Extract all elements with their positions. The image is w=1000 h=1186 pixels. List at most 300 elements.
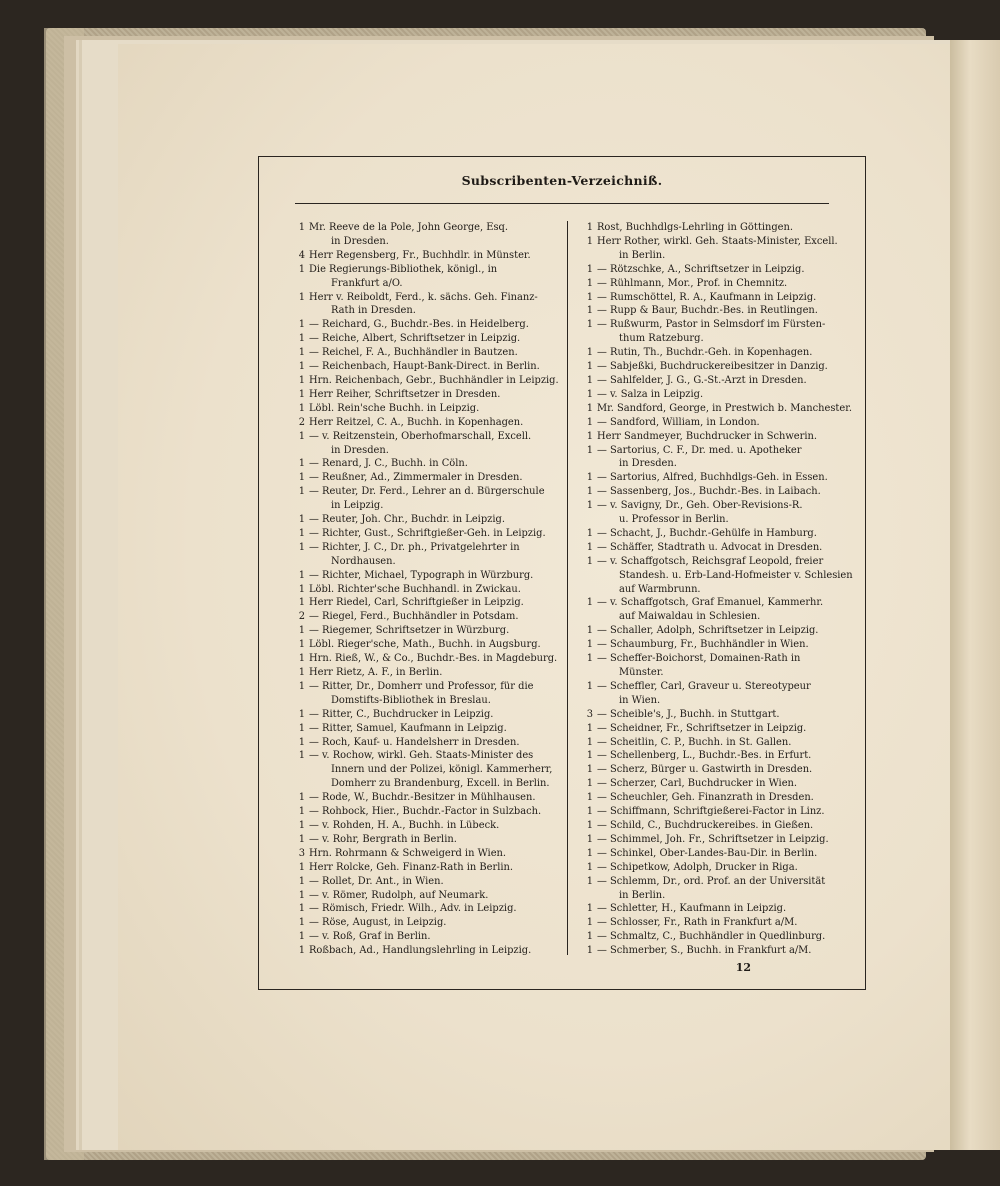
copy-count: 1 [298, 875, 305, 887]
subscriber-line: — Rußwurm, Pastor in Selmsdorf im Fürsten- [597, 319, 826, 331]
subscriber-text [597, 791, 839, 805]
copy-count: 1 [298, 361, 305, 373]
copy-count: 1 [298, 583, 305, 595]
subscriber-text [597, 277, 839, 291]
subscriber-text [309, 624, 557, 638]
subscriber-line: — Richter, J. C., Dr. ph., Privatgelehrter in [309, 541, 520, 553]
subscriber-text [309, 652, 557, 666]
subscriber-line: — Ritter, Samuel, Kaufmann in Leipzig. [309, 722, 507, 734]
subscriber-text [309, 930, 557, 944]
subscriber-entry [577, 944, 839, 958]
subscriber-entry [289, 569, 557, 583]
subscriber-text [309, 360, 557, 374]
subscriber-text [597, 416, 839, 430]
copy-count: 1 [586, 680, 593, 692]
subscriber-entry [577, 861, 839, 875]
subscriber-line-continued: u. Professor in Berlin. [619, 514, 729, 526]
subscriber-line: — Renard, J. C., Buchh. in Cöln. [309, 458, 468, 470]
subscriber-text [597, 485, 839, 499]
copy-count: 1 [298, 722, 305, 734]
subscriber-entry [577, 805, 839, 819]
subscriber-line: — Schellenberg, L., Buchdr.-Bes. in Erfurt. [597, 750, 812, 762]
copy-count: 1 [298, 374, 305, 386]
subscriber-text [597, 833, 839, 847]
copy-count: 1 [298, 736, 305, 748]
subscriber-line: — v. Römer, Rudolph, auf Neumark. [309, 889, 489, 901]
subscriber-entry [289, 388, 557, 402]
subscriber-line: — Sahlfelder, J. G., G.-St.-Arzt in Dresden. [597, 374, 807, 386]
subscriber-text [309, 346, 557, 360]
subscriber-entry [577, 930, 839, 944]
subscriber-entry [577, 902, 839, 916]
subscriber-line: — Schipetkow, Adolph, Drucker in Riga. [597, 861, 798, 873]
subscriber-line: — Rode, W., Buchdr.-Besitzer in Mühlhausen. [309, 792, 536, 804]
subscriber-entry [289, 263, 557, 291]
subscriber-line: — Schaumburg, Fr., Buchhändler in Wien. [597, 639, 809, 651]
copy-count: 1 [586, 430, 593, 442]
subscriber-line: — Reußner, Ad., Zimmermaler in Dresden. [309, 472, 523, 484]
subscriber-line: — Scheuchler, Geh. Finanzrath in Dresden. [597, 792, 814, 804]
facing-page-edge [950, 40, 1000, 1150]
subscriber-line: Hrn. Rieß, W., & Co., Buchdr.-Bes. in Magdeburg. [309, 653, 558, 665]
subscriber-text [309, 791, 557, 805]
copy-count: 1 [298, 291, 305, 303]
subscriber-text [309, 249, 557, 263]
subscriber-line-continued: in Wien. [619, 694, 661, 706]
subscriber-entry [577, 527, 839, 541]
copy-count: 1 [298, 931, 305, 943]
subscriber-line-continued: Innern und der Polizei, königl. Kammerherr, [331, 764, 553, 776]
subscriber-text [309, 875, 557, 889]
subscriber-line: — Reuter, Joh. Chr., Buchdr. in Leipzig. [309, 514, 505, 526]
subscriber-entry [289, 527, 557, 541]
subscriber-entry [289, 249, 557, 263]
copy-count: 1 [298, 708, 305, 720]
subscriber-text [597, 402, 852, 416]
subscriber-line: Roßbach, Ad., Handlungslehrling in Leipzig. [309, 945, 532, 957]
subscriber-entry [577, 777, 839, 791]
copy-count: 1 [586, 374, 593, 386]
subscriber-line-continued: Rath in Dresden. [331, 305, 416, 317]
subscriber-text [597, 221, 839, 235]
subscriber-line: — Rühlmann, Mor., Prof. in Chemnitz. [597, 277, 788, 289]
column-divider [567, 221, 568, 955]
subscriber-text [597, 638, 839, 652]
subscriber-entry [289, 791, 557, 805]
subscriber-line-continued: in Dresden. [331, 444, 389, 456]
subscriber-entry [289, 374, 557, 388]
subscriber-line: — Sassenberg, Jos., Buchdr.-Bes. in Laibach. [597, 486, 821, 498]
copy-count: 1 [586, 361, 593, 373]
subscriber-entry [577, 318, 839, 346]
copy-count: 1 [586, 444, 593, 456]
subscriber-line: Herr Rietz, A. F., in Berlin. [309, 667, 443, 678]
copy-count: 1 [298, 527, 305, 539]
copy-count: 4 [298, 249, 305, 261]
subscriber-line: — Röse, August, in Leipzig. [309, 917, 447, 929]
subscriber-text [309, 708, 557, 722]
subscriber-entry [577, 374, 839, 388]
subscriber-line: — v. Salza in Leipzig. [597, 388, 704, 400]
subscriber-text [597, 555, 853, 597]
subscriber-entry [577, 680, 839, 708]
copy-count: 1 [586, 736, 593, 748]
subscriber-text [597, 235, 839, 263]
copy-count: 1 [586, 764, 593, 776]
subscriber-entry [289, 332, 557, 346]
subscriber-entry [289, 416, 557, 430]
subscriber-entry [289, 346, 557, 360]
subscriber-entry [289, 847, 557, 861]
subscriber-line: — Schletter, H., Kaufmann in Leipzig. [597, 903, 787, 915]
copy-count: 1 [586, 416, 593, 428]
subscriber-line: — v. Savigny, Dr., Geh. Ober-Revisions-R. [597, 500, 803, 512]
copy-count: 1 [586, 555, 593, 567]
subscriber-line: — Schild, C., Buchdruckereibes. in Gießen. [597, 819, 814, 831]
subscriber-line-continued: auf Maiwaldau in Schlesien. [619, 611, 761, 623]
subscriber-line-continued: auf Warmbrunn. [619, 583, 701, 595]
subscriber-text [597, 930, 839, 944]
subscriber-line: — v. Roß, Graf in Berlin. [309, 931, 431, 943]
subscriber-text [309, 416, 557, 430]
copy-count: 1 [586, 875, 593, 887]
subscriber-line: Löbl. Rieger'sche, Math., Buchh. in Augsburg. [309, 639, 541, 651]
subscriber-entry [577, 916, 839, 930]
subscriber-entry [289, 736, 557, 750]
subscriber-entry [289, 666, 557, 680]
subscriber-text [309, 736, 557, 750]
copy-count: 1 [298, 806, 305, 818]
subscriber-entry [577, 638, 839, 652]
subscriber-text [597, 471, 839, 485]
title-rule [295, 203, 829, 204]
copy-count: 1 [586, 486, 593, 498]
copy-count: 1 [298, 569, 305, 581]
subscriber-text [597, 819, 839, 833]
subscriber-line: — Rupp & Baur, Buchdr.-Bes. in Reutlingen. [597, 305, 818, 317]
subscriber-entry [289, 930, 557, 944]
subscriber-text [597, 680, 839, 708]
subscriber-text [309, 374, 559, 388]
subscriber-line: — Scheffler, Carl, Graveur u. Stereotypeur [597, 680, 811, 692]
subscriber-text [309, 430, 557, 458]
subscriber-entry [577, 708, 839, 722]
copy-count: 1 [586, 319, 593, 331]
copy-count: 1 [298, 903, 305, 915]
subscriber-entry [577, 444, 839, 472]
subscriber-entry [577, 388, 839, 402]
subscriber-line: Herr Riedel, Carl, Schriftgießer in Leipzig. [309, 597, 524, 609]
subscriber-text [309, 944, 557, 958]
copy-count: 1 [586, 402, 593, 414]
copy-count: 1 [586, 833, 593, 845]
subscriber-text [309, 902, 557, 916]
subscriber-text [309, 318, 557, 332]
subscriber-text [309, 596, 557, 610]
subscriber-line: — Sandford, William, in London. [597, 416, 760, 428]
subscriber-entry [289, 318, 557, 332]
copy-count: 3 [298, 847, 305, 859]
subscriber-entry [577, 291, 839, 305]
subscriber-text [597, 861, 839, 875]
subscriber-entry [289, 541, 557, 569]
subscriber-entry [577, 749, 839, 763]
subscriber-text [309, 402, 557, 416]
copy-count: 2 [298, 416, 305, 428]
copy-count: 1 [586, 931, 593, 943]
copy-count: 1 [298, 889, 305, 901]
subscriber-line: Löbl. Rein'sche Buchh. in Leipzig. [309, 402, 480, 414]
subscriber-line: — Schlemm, Dr., ord. Prof. an der Universität [597, 875, 826, 887]
subscriber-entry [577, 819, 839, 833]
subscriber-entry [289, 916, 557, 930]
subscriber-entry [289, 944, 557, 958]
subscriber-line: — Sartorius, C. F., Dr. med. u. Apotheker [597, 444, 802, 456]
copy-count: 1 [298, 430, 305, 442]
subscriber-entry [289, 861, 557, 875]
copy-count: 1 [586, 222, 593, 233]
subscriber-entry [577, 847, 839, 861]
subscriber-entry [577, 652, 839, 680]
subscriber-text [309, 889, 557, 903]
subscriber-text [597, 346, 839, 360]
subscriber-text [309, 527, 557, 541]
subscriber-line: — Reuter, Dr. Ferd., Lehrer an d. Bürgerschule [309, 486, 545, 498]
subscriber-text [597, 360, 839, 374]
subscriber-text [309, 569, 557, 583]
copy-count: 1 [586, 903, 593, 915]
copy-count: 1 [586, 597, 593, 609]
copy-count: 1 [298, 750, 305, 762]
subscriber-text [597, 777, 839, 791]
subscriber-text [597, 444, 839, 472]
copy-count: 1 [298, 263, 305, 275]
copy-count: 1 [298, 458, 305, 470]
subscriber-entry [289, 610, 557, 624]
subscriber-text [597, 875, 839, 903]
subscriber-entry [577, 416, 839, 430]
subscriber-entry [577, 624, 839, 638]
subscriber-text [309, 861, 557, 875]
subscriber-line: Herr Regensberg, Fr., Buchhdlr. in Münster. [309, 249, 531, 261]
copy-count: 1 [586, 792, 593, 804]
subscriber-line: — Sartorius, Alfred, Buchhdlgs-Geh. in Essen. [597, 472, 828, 484]
subscriber-line: — Schacht, J., Buchdr.-Gehülfe in Hamburg. [597, 527, 817, 539]
copy-count: 1 [298, 319, 305, 331]
subscriber-text [597, 749, 839, 763]
subscriber-text [597, 304, 839, 318]
subscriber-line: — v. Schaffgotsch, Reichsgraf Leopold, freier [597, 555, 824, 567]
copy-count: 2 [298, 611, 305, 623]
subscriber-line: Mr. Sandford, George, in Prestwich b. Manchester. [597, 402, 853, 414]
subscriber-line: — v. Rochow, wirkl. Geh. Staats-Minister des [309, 750, 534, 762]
subscriber-entry [577, 360, 839, 374]
subscriber-text [597, 736, 839, 750]
subscriber-line-continued: Domherr zu Brandenburg, Excell. in Berlin. [331, 778, 550, 790]
subscriber-entry [289, 875, 557, 889]
subscriber-line-continued: in Dresden. [331, 235, 389, 247]
copy-count: 1 [586, 847, 593, 859]
subscriber-entry [289, 624, 557, 638]
subscriber-text [309, 263, 557, 291]
subscriber-text [309, 291, 557, 319]
subscriber-entry [577, 763, 839, 777]
subscriber-entry [289, 402, 557, 416]
copy-count: 1 [586, 291, 593, 303]
subscriber-line: — Schmerber, S., Buchh. in Frankfurt a/M. [597, 945, 812, 957]
subscriber-entry [289, 221, 557, 249]
subscriber-line: — Römisch, Friedr. Wilh., Adv. in Leipzig. [309, 903, 517, 915]
right-column [577, 221, 853, 958]
copy-count: 1 [298, 639, 305, 651]
subscriber-text [309, 680, 557, 708]
subscriber-line: — Ritter, Dr., Domherr und Professor, für die [309, 680, 534, 692]
subscriber-entry [289, 833, 557, 847]
subscriber-entry [577, 596, 839, 624]
subscriber-line-continued: Münster. [619, 667, 664, 678]
subscriber-entry [577, 555, 853, 597]
subscriber-entry [289, 749, 557, 791]
subscriber-text [309, 916, 557, 930]
subscriber-line: — v. Reitzenstein, Oberhofmarschall, Excell. [309, 430, 532, 442]
subscriber-line: — Scheible's, J., Buchh. in Stuttgart. [597, 708, 780, 720]
subscriber-line: Hrn. Rohrmann & Schweigerd in Wien. [309, 847, 507, 859]
subscriber-entry [577, 875, 839, 903]
subscriber-entry [289, 902, 557, 916]
subscriber-text [597, 722, 839, 736]
subscriber-text [309, 541, 557, 569]
copy-count: 1 [298, 486, 305, 498]
subscriber-line: — Schiffmann, Schriftgießerei-Factor in Linz. [597, 806, 825, 818]
subscriber-text [597, 624, 839, 638]
copy-count: 1 [586, 806, 593, 818]
subscriber-entry [577, 430, 839, 444]
subscriber-line: — Rutin, Th., Buchdr.-Geh. in Kopenhagen. [597, 347, 813, 359]
subscriber-line-continued: in Berlin. [619, 889, 666, 901]
subscriber-text [309, 388, 557, 402]
subscriber-entry [577, 541, 839, 555]
subscriber-entry [289, 583, 557, 597]
subscriber-line: Herr Reiher, Schriftsetzer in Dresden. [309, 388, 501, 400]
subscriber-line: — v. Rohr, Bergrath in Berlin. [309, 833, 457, 845]
subscriber-text [597, 291, 839, 305]
subscriber-line-continued: Standesh. u. Erb-Land-Hofmeister v. Schlesien [619, 569, 853, 581]
copy-count: 1 [298, 347, 305, 359]
copy-count: 1 [586, 750, 593, 762]
subscriber-text [597, 763, 839, 777]
subscriber-text [309, 457, 557, 471]
subscriber-text [309, 847, 557, 861]
subscriber-entry [577, 499, 839, 527]
subscriber-line: — Richter, Gust., Schriftgießer-Geh. in Leipzig. [309, 527, 546, 539]
page-title: Subscribenten-Verzeichniß. [461, 173, 663, 188]
subscriber-entry [289, 708, 557, 722]
subscriber-entry [577, 235, 839, 263]
subscriber-line: — Rötzschke, A., Schriftsetzer in Leipzig. [597, 263, 805, 275]
subscriber-line: — Reichel, F. A., Buchhändler in Bautzen. [309, 347, 518, 359]
subscriber-line: Löbl. Richter'sche Buchhandl. in Zwickau. [309, 583, 521, 595]
subscriber-line: — Rollet, Dr. Ant., in Wien. [309, 875, 444, 887]
subscriber-text [597, 374, 839, 388]
subscriber-line: Mr. Reeve de la Pole, John George, Esq. [309, 222, 509, 233]
subscriber-entry [289, 485, 557, 513]
subscriber-line: Herr v. Reiboldt, Ferd., k. sächs. Geh. Finanz- [309, 291, 538, 303]
copy-count: 3 [586, 708, 593, 720]
copy-count: 1 [586, 305, 593, 317]
subscriber-entry [289, 596, 557, 610]
subscriber-line: Herr Reitzel, C. A., Buchh. in Kopenhagen. [309, 416, 524, 428]
subscriber-line: — Schäffer, Stadtrath u. Advocat in Dresden. [597, 541, 823, 553]
copy-count: 1 [298, 833, 305, 845]
copy-count: 1 [298, 388, 305, 400]
copy-count: 1 [586, 639, 593, 651]
copy-count: 1 [586, 500, 593, 512]
subscriber-text [597, 388, 839, 402]
subscriber-text [597, 430, 839, 444]
copy-count: 1 [586, 917, 593, 929]
copy-count: 1 [298, 861, 305, 873]
copy-count: 1 [586, 388, 593, 400]
copy-count: 1 [298, 667, 305, 678]
copy-count: 1 [298, 333, 305, 345]
copy-count: 1 [298, 625, 305, 637]
subscriber-text [597, 652, 839, 680]
subscriber-entry [289, 430, 557, 458]
subscriber-text [597, 847, 839, 861]
subscriber-text [309, 638, 557, 652]
subscriber-entry [577, 304, 839, 318]
copy-count: 1 [586, 527, 593, 539]
subscriber-entry [577, 833, 839, 847]
subscriber-entry [577, 402, 853, 416]
copy-count: 1 [586, 263, 593, 275]
subscriber-text [309, 471, 557, 485]
subscriber-entry [289, 805, 557, 819]
copy-count: 1 [586, 235, 593, 247]
subscriber-entry [577, 485, 839, 499]
copy-count: 1 [586, 778, 593, 790]
subscriber-line: — Riegel, Ferd., Buchhändler in Potsdam. [309, 611, 519, 623]
subscriber-line: Hrn. Reichenbach, Gebr., Buchhändler in Leipzig. [309, 374, 559, 386]
subscriber-line: — Riegemer, Schriftsetzer in Würzburg. [309, 625, 510, 637]
subscriber-line: — Richter, Michael, Typograph in Würzburg. [309, 569, 534, 581]
subscriber-line-continued: Domstifts-Bibliothek in Breslau. [331, 694, 491, 706]
subscriber-line: — v. Schaffgotsch, Graf Emanuel, Kammerhr. [597, 597, 824, 609]
subscriber-entry [289, 652, 557, 666]
subscriber-entry [577, 722, 839, 736]
copy-count: 1 [298, 597, 305, 609]
subscriber-line: — Schimmel, Joh. Fr., Schriftsetzer in Leipzig. [597, 833, 829, 845]
subscriber-text [309, 833, 557, 847]
copy-count: 1 [298, 402, 305, 414]
subscriber-line-continued: Frankfurt a/O. [331, 277, 403, 289]
text-frame [258, 156, 866, 990]
copy-count: 1 [586, 861, 593, 873]
subscriber-line: Herr Sandmeyer, Buchdrucker in Schwerin. [597, 430, 818, 442]
subscriber-line: — Schlosser, Fr., Rath in Frankfurt a/M. [597, 917, 798, 929]
subscriber-entry [289, 722, 557, 736]
subscriber-text [309, 332, 557, 346]
subscriber-entry [289, 471, 557, 485]
subscriber-text [309, 805, 557, 819]
subscriber-line: — Ritter, C., Buchdrucker in Leipzig. [309, 708, 494, 720]
subscriber-entry [289, 638, 557, 652]
page-number: 12 [735, 961, 751, 974]
subscriber-text [309, 583, 557, 597]
subscriber-entry [289, 889, 557, 903]
subscriber-text [309, 610, 557, 624]
copy-count: 1 [298, 917, 305, 929]
